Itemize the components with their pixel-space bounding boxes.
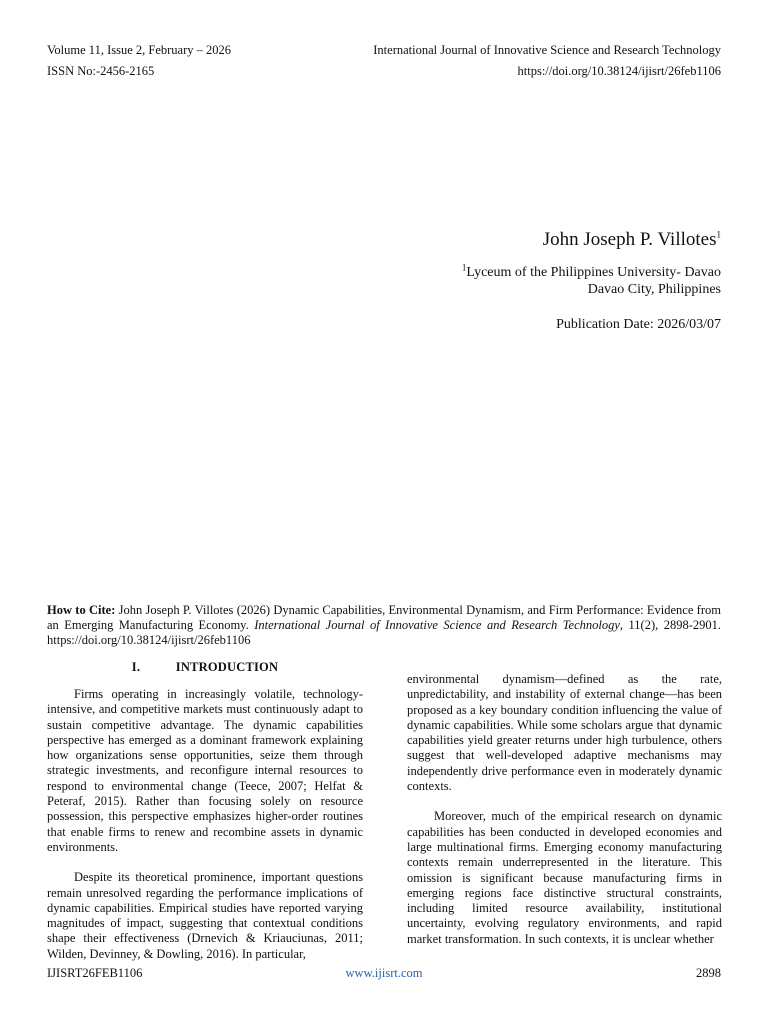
left-column <box>47 687 363 962</box>
cite-label: How to Cite: <box>47 603 116 617</box>
header-volume: Volume 11, Issue 2, February – 2026 <box>47 43 232 57</box>
header-doi[interactable]: https://doi.org/10.38124/ijisrt/26feb1106 <box>517 64 721 78</box>
author-block <box>543 228 721 252</box>
left-paragraph-1: Firms operating in increasingly volatile, technology-intensive, and competitive markets must continuously adapt to sustain competitive advantage. The dynamic capabilities perspective has emerged as a dominant framework explaining how organizations sense opportunities, seize them through strategic investments, and reconfigure internal resources to respond to environmental change (Teece, 2007; Helfat & Peteraf, 2015). Rather than focusing solely on resource possession, this perspective emphasizes higher-order routines that enable firms to renew and recombine assets in dynamic environments. <box>47 687 363 854</box>
author-affiliation: $^1$Lyceum of the Philippines University- Davao <box>461 262 721 280</box>
section-title: INTRODUCTION <box>175 660 279 674</box>
section-number: I. <box>131 660 141 674</box>
right-paragraph-2: Moreover, much of the empirical research on dynamic capabilities has been conducted in developed economies and large multinational firms. Emerging economy manufacturing contexts remain underrepresented in the literature. This omission is significant because manufacturing firms in emerging regions face distinctive structural constraints, including limited resource availability, institutional uncertainty, evolving regulatory environments, and rapid market transformation. In such contexts, it is unclear whether <box>407 809 722 946</box>
right-paragraph-1: environmental dynamism—defined as the rate, unpredictability, and instability of external change—has been proposed as a key boundary condition influencing the value of dynamic capabilities. While some scholars argue that dynamic capabilities yield greater returns under high turbulence, others suggest that well-developed adaptive mechanisms may independently drive performance even in moderately dynamic contexts. <box>407 672 722 794</box>
footer-page-number: 2898 <box>696 966 721 980</box>
footer-site-link[interactable]: www.ijisrt.com <box>345 966 423 980</box>
publication-date: Publication Date: 2026/03/07 <box>556 317 721 332</box>
author-name: John Joseph P. Villotes$^1$ <box>542 229 721 250</box>
right-column <box>407 672 722 947</box>
left-paragraph-2: Despite its theoretical prominence, important questions remain unresolved regarding the performance implications of dynamic capabilities. Empirical studies have reported varying magnitudes of impact, suggesting that contextual conditions shape their effectiveness (Drnevich & Kriauciunas, 2011; Wilden, Devinney, & Dowling, 2016). In particular, <box>47 870 363 961</box>
cite-journal: International Journal of Innovative Science and Research Technology <box>254 618 620 632</box>
section-heading <box>47 660 363 675</box>
footer-code: IJISRT26FEB1106 <box>47 966 143 980</box>
cite-text-2: , 11(2), 2898-2901. https://doi.org/10.38124/ijisrt/26feb1106 <box>47 618 721 647</box>
header-journal: International Journal of Innovative Science and Research Technology <box>373 43 721 57</box>
header-issn: ISSN No:-2456-2165 <box>47 64 155 78</box>
affiliation-block <box>462 264 721 298</box>
how-to-cite <box>47 603 721 648</box>
author-city: Davao City, Philippines <box>587 282 721 297</box>
cite-text-1: John Joseph P. Villotes (2026) Dynamic Capabilities, Environmental Dynamism, and Firm Performance: Evidence from an Emerging Manufacturing Economy. <box>47 603 721 632</box>
